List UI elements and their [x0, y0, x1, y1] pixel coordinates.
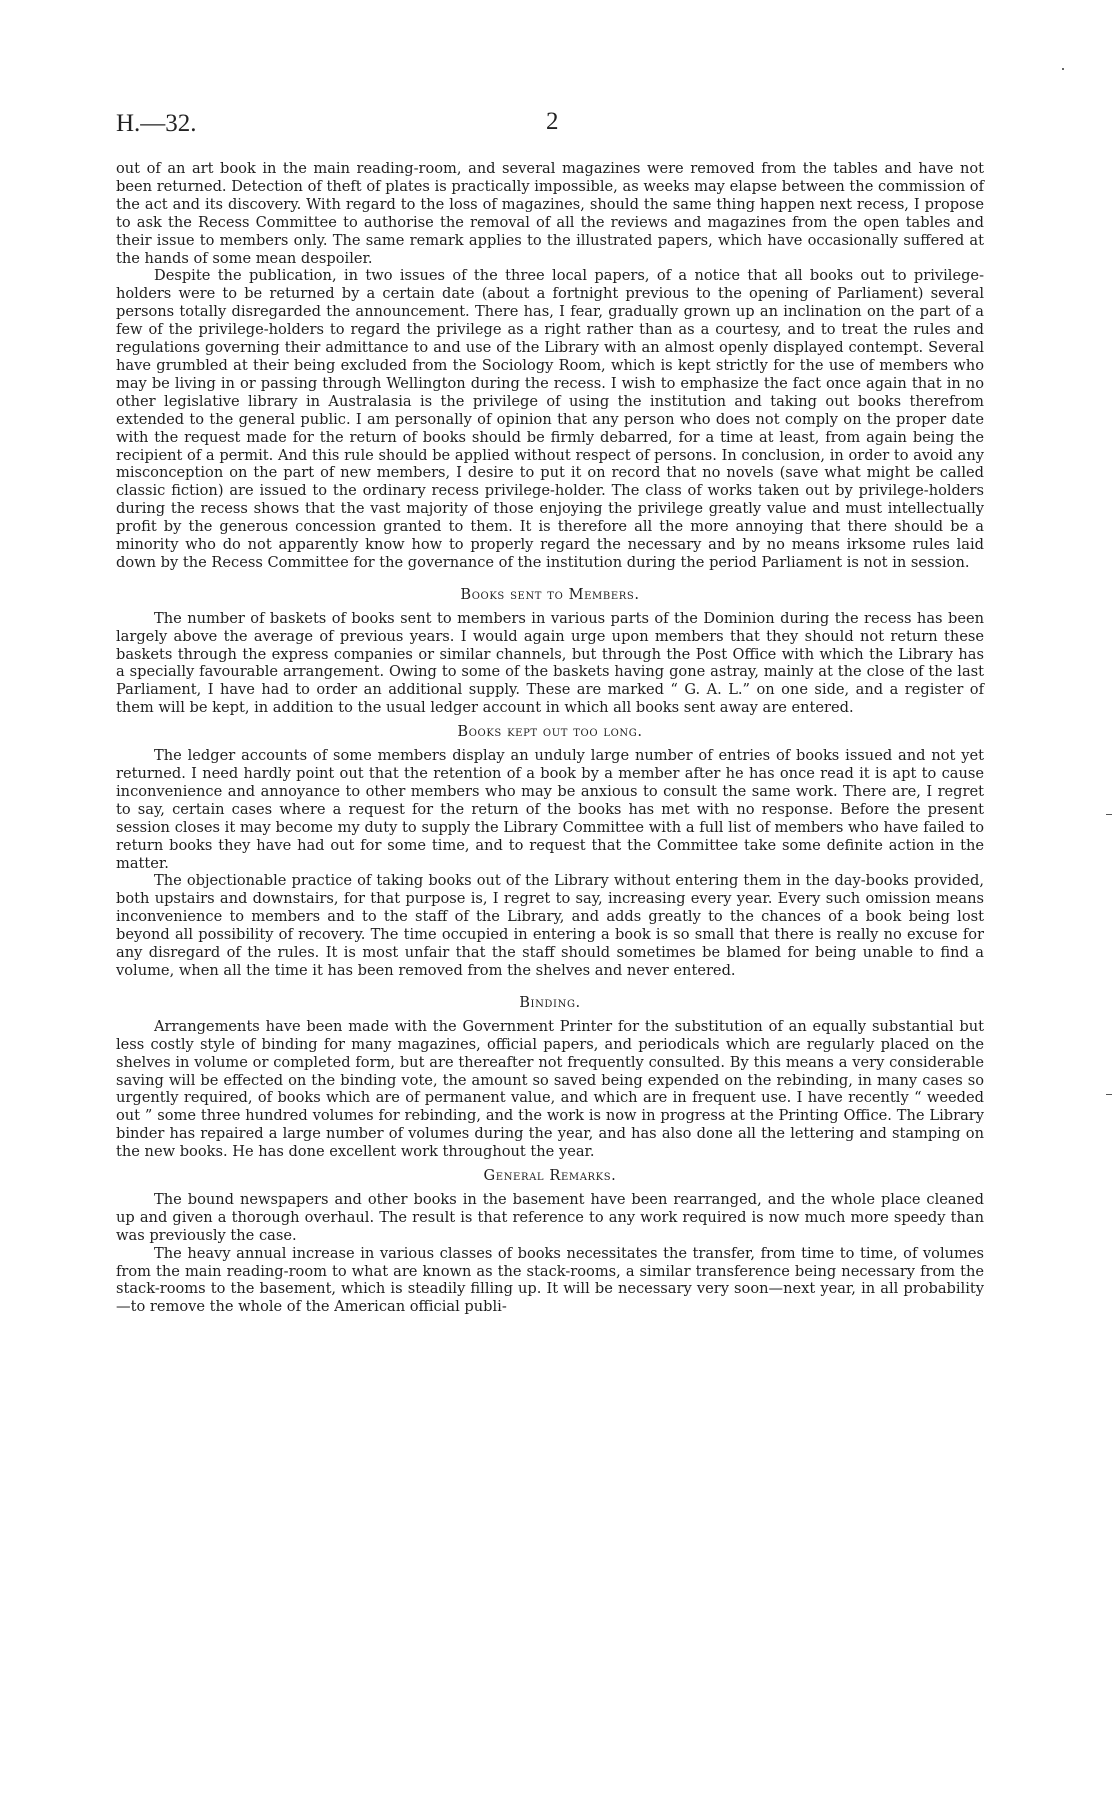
paragraph: Arrangements have been made with the Government Printer for the substitution of an equally substantial but less costly style of binding for many magazines, official papers, and periodicals which are regularly placed on the shelves in volume or completed form, but are thereafter not frequently consulted. By this means a very considerable saving will be effected on the binding vote, the amount so saved being expended on the rebinding, in many cases so urgently required, of books which are of permanent value, and which are in frequent use. I have recently “ weeded out ” some three hundred volumes for rebinding, and the work is now in progress at the Printing Office. The Library binder has repaired a large number of volumes during the year, and has also done all the lettering and stamping on the new books. He has done excellent work throughout the year. [116, 1017, 984, 1161]
section-heading-books-kept-out: Books kept out too long. [457, 723, 643, 741]
paragraph: out of an art book in the main reading-room, and several magazines were removed from the tables and have not been returned. Detection of theft of plates is practically impossible, as weeks may elapse between the commission of the act and its discovery. With regard to the loss of magazines, should the same thing happen next recess, I propose to ask the Recess Committee to authorise the removal of all the reviews and magazines from the open tables and their issue to members only. The same remark applies to the illustrated papers, which have occasionally suffered at the hands of some mean despoiler. [116, 160, 984, 267]
margin-mark [1106, 814, 1112, 815]
paragraph: Despite the publication, in two issues of the three local papers, of a notice that all books out to privilege-holders were to be returned by a certain date (about a fortnight previous to the opening of Parliament) several persons totally disregarded the announcement. There has, I fear, gradually grown up an inclination on the part of a few of the privilege-holders to regard the privilege as a right rather than as a courtesy, and to treat the rules and regulations governing their admittance to and use of the Library with an almost openly displayed contempt. Several have grumbled at their being excluded from the Sociology Room, which is kept strictly for the use of members who may be living in or passing through Wellington during the recess. I wish to emphasize the fact once again that in no other legislative library in Australasia is the privilege of using the institution and taking out books therefrom extended to the general public. I am personally of opinion that any person who does not comply on the proper date with the request made for the return of books should be firmly debarred, for a time at least, from again being the recipient of a permit. And this rule should be applied without respect of persons. In conclusion, in order to avoid any misconception on the part of new members, I desire to put it on record that no novels (save what might be called classic fiction) are issued to the ordinary recess privilege-holder. The class of works taken out by privilege-holders during the recess shows that the vast majority of those enjoying the privilege greatly value and must intellectually profit by the generous concession granted to them. It is therefore all the more annoying that there should be a minority who do not apparently know how to properly regard the necessary and by no means irksome rules laid down by the Recess Committee for the governance of the institution during the period Parliament is not in session. [116, 267, 984, 571]
page-number: 2 [546, 108, 559, 135]
scan-speck [1062, 68, 1064, 70]
paragraph: The number of baskets of books sent to members in various parts of the Dominion during the recess has been largely above the average of previous years. I would again urge upon members that they should not return these baskets through the express companies or similar channels, but through the Post Office with which the Library has a specially favourable arrangement. Owing to some of the baskets having gone astray, mainly at the close of the last Parliament, I have had to order an additional supply. These are marked “ G. A. L.” on one side, and a register of them will be kept, in addition to the usual ledger account in which all books sent away are entered. [116, 609, 984, 717]
paragraph: The objectionable practice of taking books out of the Library without entering them in the day-books provided, both upstairs and downstairs, for that purpose is, I regret to say, increasing every year. Every such omission means inconvenience to members and to the staff of the Library, and adds greatly to the chances of a book being lost beyond all possibility of recovery. The time occupied in entering a book is so small that there is really no excuse for any disregard of the rules. It is most unfair that the staff should sometimes be blamed for being unable to find a volume, when all the time it has been removed from the shelves and never entered. [116, 872, 984, 979]
section-heading-books-sent: Books sent to Members. [460, 585, 640, 603]
paragraph: The heavy annual increase in various classes of books necessitates the transfer, from time to time, of volumes from the main reading-room to what are known as the stack-rooms, a similar transference being necessary from the stack-rooms to the basement, which is steadily filling up. It will be necessary very soon—next year, in all probability—to remove the whole of the American official publi- [116, 1244, 984, 1316]
report-body [116, 160, 984, 1316]
paragraph: The ledger accounts of some members display an unduly large number of entries of books issued and not yet returned. I need hardly point out that the retention of a book by a member after he has once read it is apt to cause inconvenience and annoyance to other members who may be anxious to consult the same work. There are, I regret to say, certain cases where a request for the return of the books has met with no response. Before the present session closes it may become my duty to supply the Library Committee with a full list of members who have failed to return books they have had out for some time, and to request that the Committee take some definite action in the matter. [116, 747, 984, 872]
paragraph: The bound newspapers and other books in the basement have been rearranged, and the whole place cleaned up and given a thorough overhaul. The result is that reference to any work required is now much more speedy than was previously the case. [116, 1190, 984, 1244]
margin-mark [1106, 1094, 1112, 1095]
section-heading-binding: Binding. [519, 993, 581, 1011]
document-reference: H.—32. [116, 110, 197, 137]
section-heading-general-remarks: General Remarks. [483, 1167, 617, 1185]
